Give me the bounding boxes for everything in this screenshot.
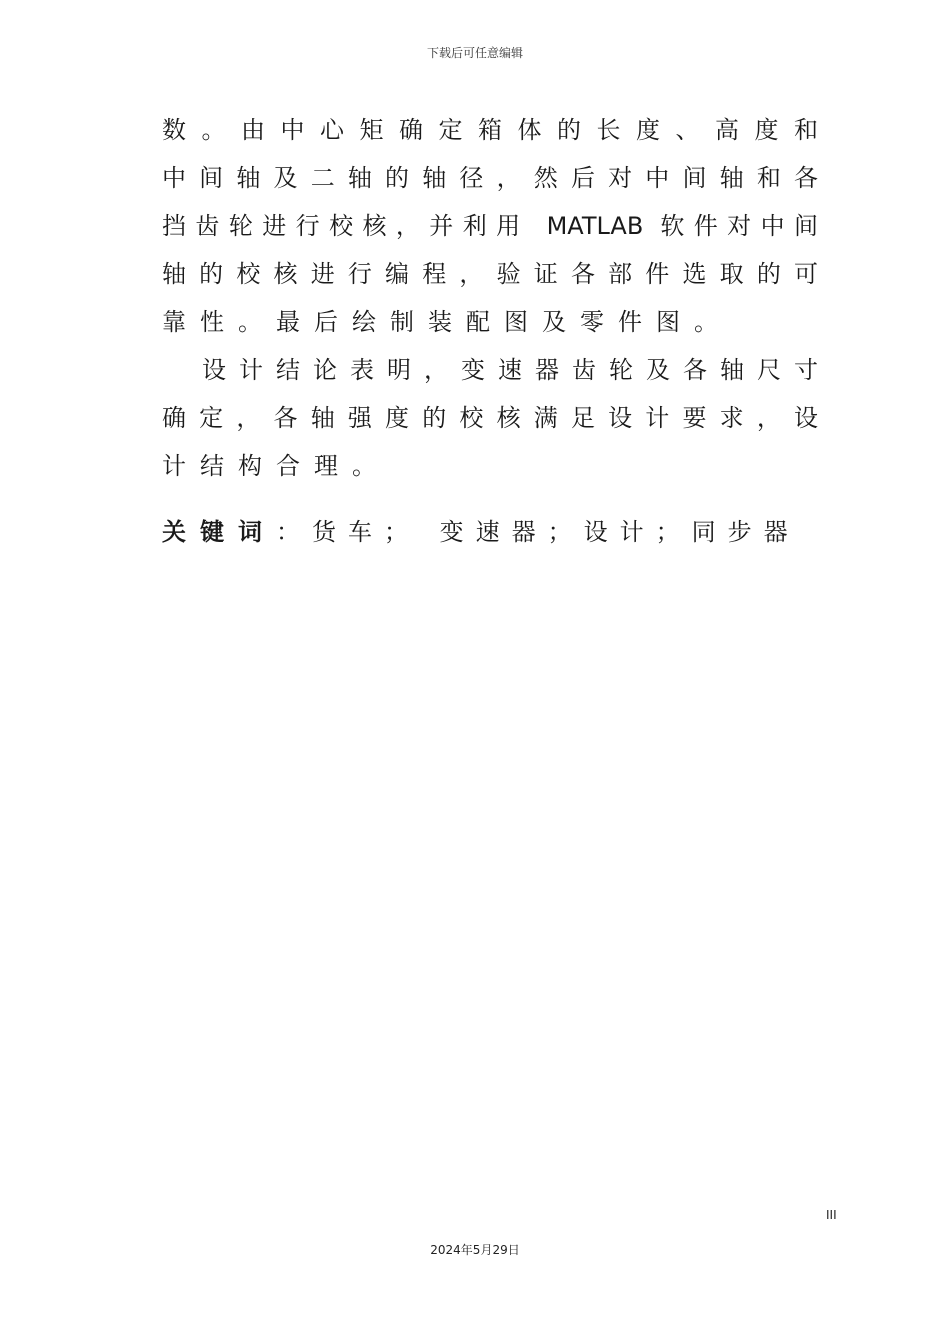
page-number: III bbox=[826, 1208, 837, 1222]
abstract-line: 确定，各轴强度的校核满足设计要求，设 bbox=[162, 404, 818, 432]
keywords-line bbox=[162, 512, 800, 552]
abstract-line: 中间轴及二轴的轴径，然后对中间轴和各 bbox=[162, 164, 818, 192]
abstract-line: 数。由中心矩确定箱体的长度、高度和 bbox=[162, 116, 818, 144]
abstract-line: 设计结论表明，变速器齿轮及各轴尺寸 bbox=[202, 356, 818, 384]
abstract-line: 轴的校核进行编程，验证各部件选取的可 bbox=[162, 260, 818, 288]
abstract-line: 计结构合理。 bbox=[162, 452, 390, 480]
abstract-line: 挡齿轮进行校核，并利用 MATLAB 软件对中间 bbox=[162, 212, 818, 240]
abstract-body bbox=[162, 110, 818, 494]
page-header: 下载后可任意编辑 bbox=[426, 46, 523, 60]
abstract-line: 靠性。最后绘制装配图及零件图。 bbox=[162, 308, 732, 336]
keywords-value: ：货车； 变速器；设计；同步器 bbox=[276, 518, 800, 546]
keywords-label: 关键词 bbox=[162, 518, 276, 546]
page-footer-date: 2024年5月29日 bbox=[430, 1243, 520, 1257]
